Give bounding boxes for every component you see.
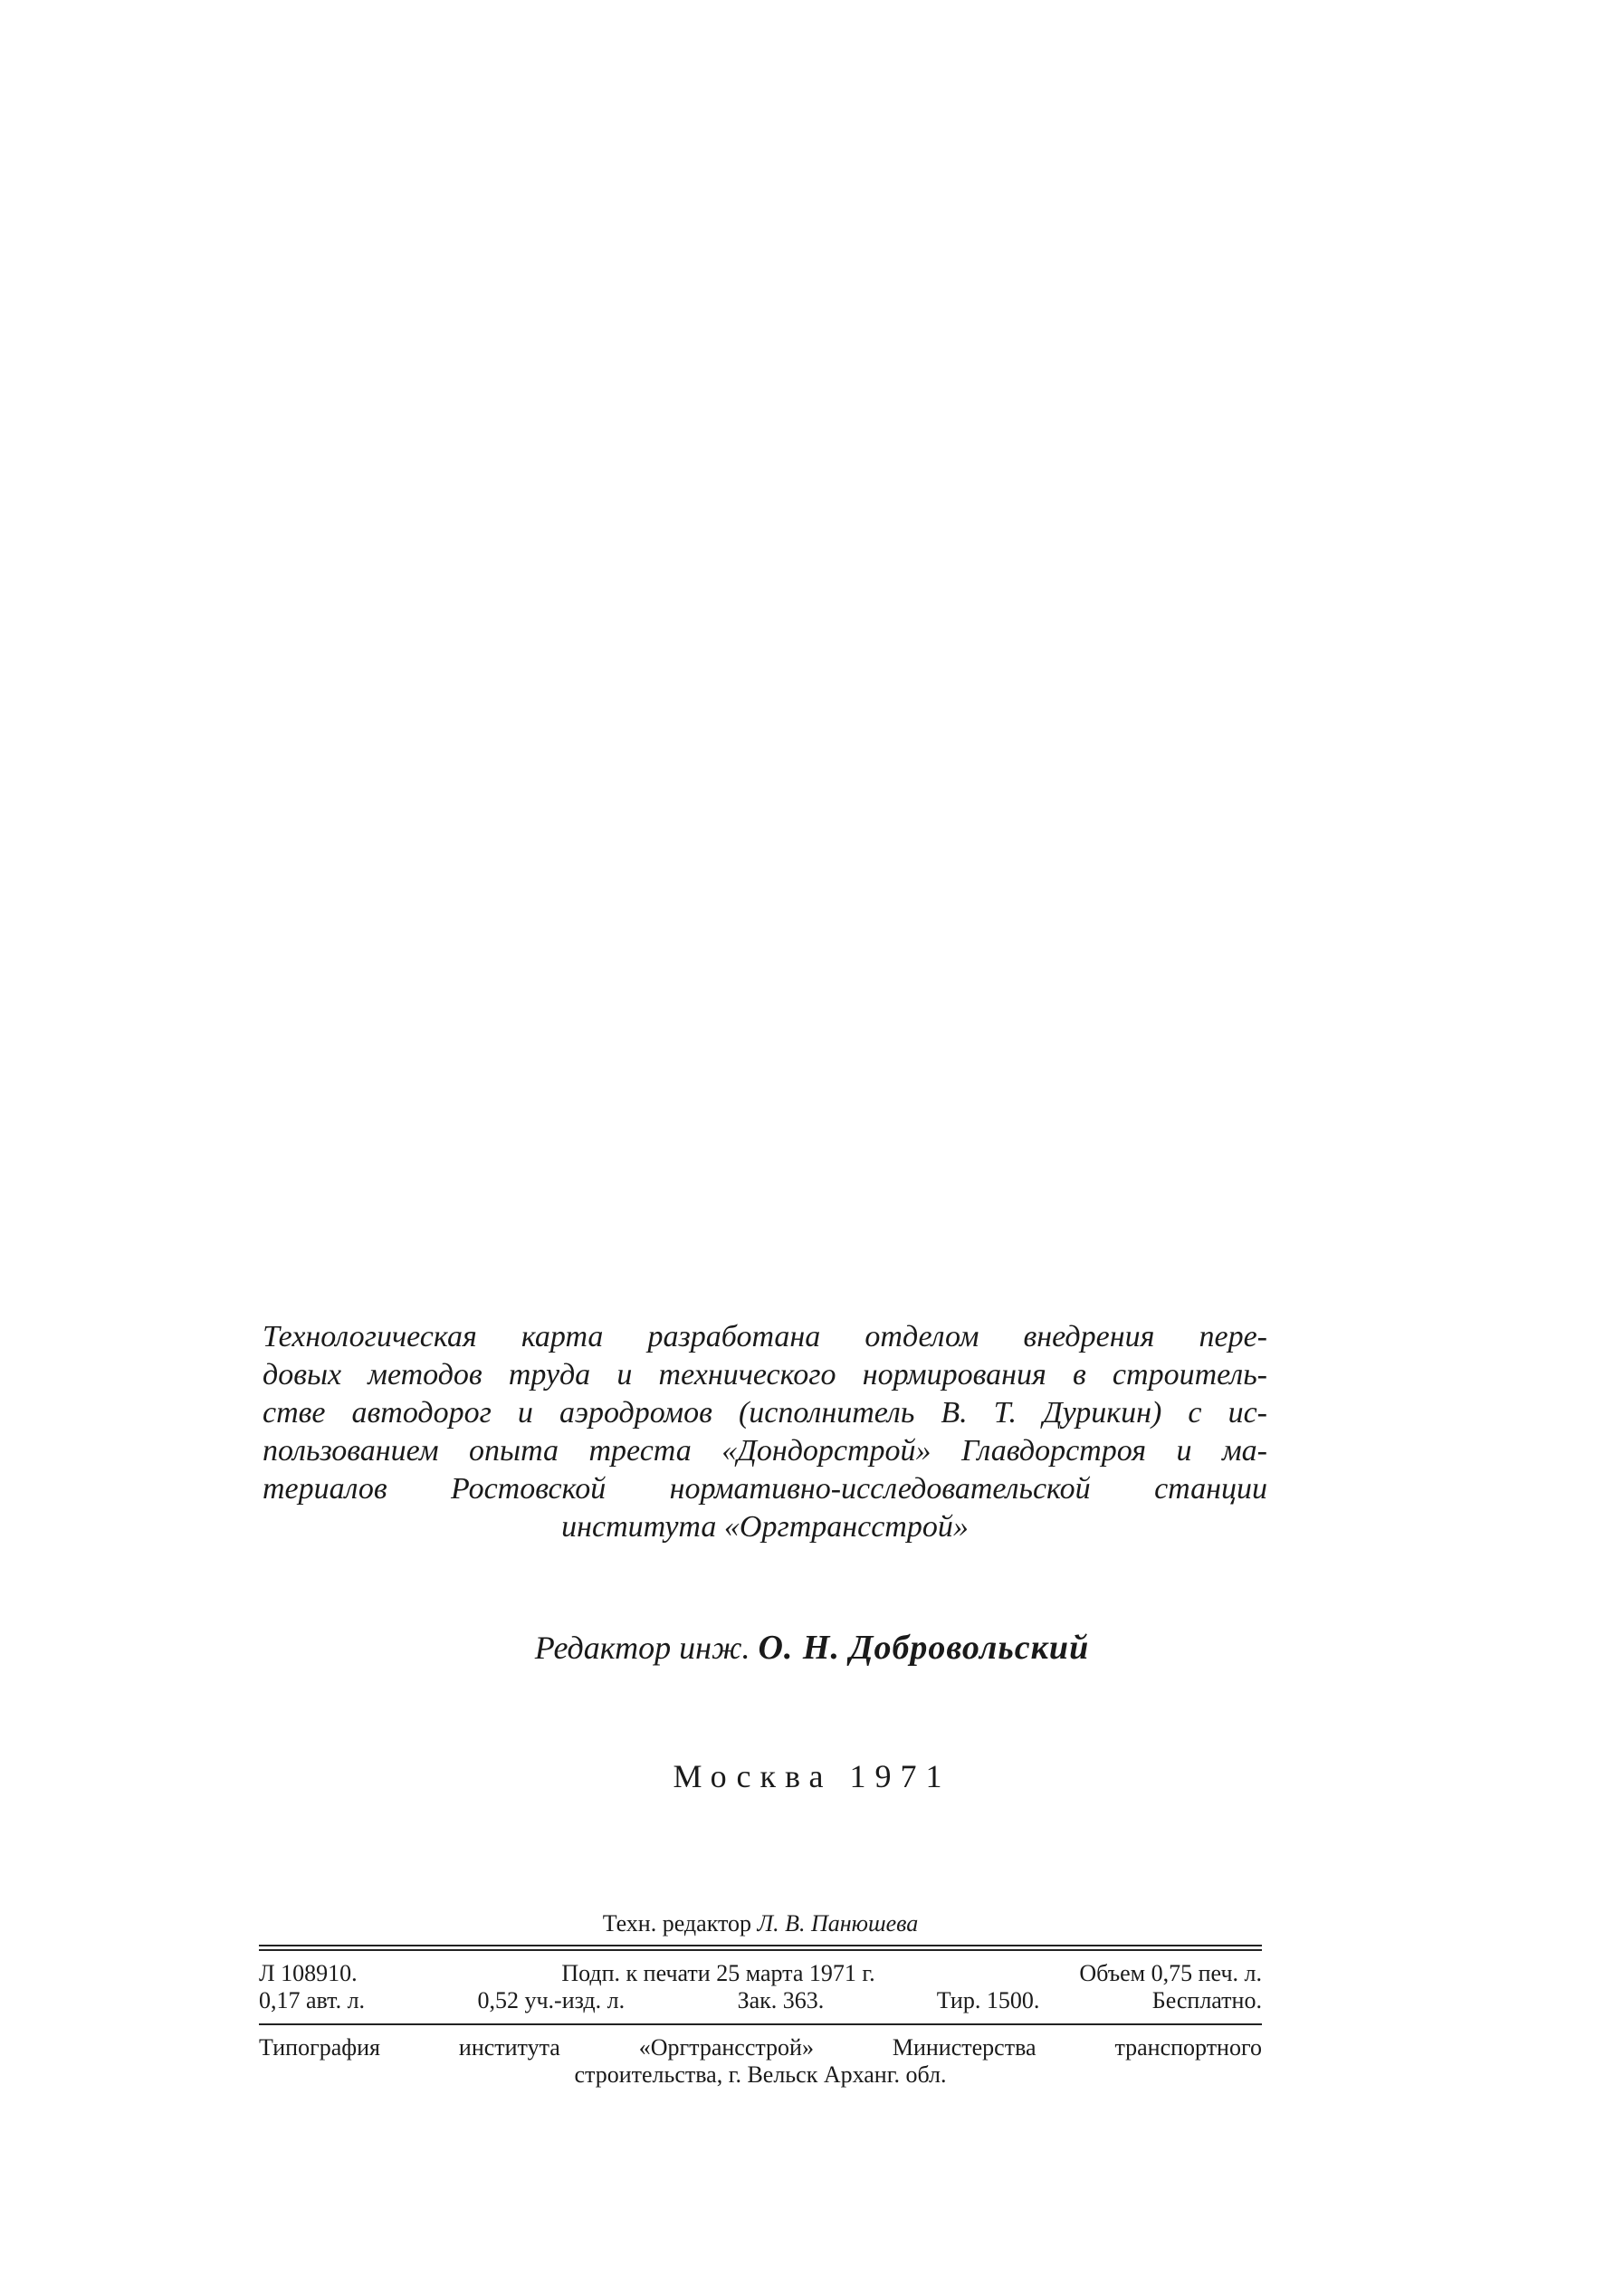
credits-line: териалов Ростовской нормативно-исследовательской станции — [263, 1472, 1267, 1506]
single-rule — [259, 2023, 1262, 2025]
license-number: Л 108910. — [259, 1960, 358, 1986]
order-number: Зак. 363. — [737, 1987, 825, 2013]
printer-info — [259, 2034, 1262, 2089]
credits-line: Технологическая карта разработана отделом внедрения пере- — [263, 1320, 1267, 1353]
price: Бесплатно. — [1151, 1987, 1262, 2013]
editor-credit — [0, 1628, 1624, 1668]
credits-line: довых методов труда и технического нормирования в строитель- — [263, 1358, 1267, 1391]
author-sheets: 0,17 авт. л. — [259, 1987, 366, 2013]
double-rule — [259, 1945, 1262, 1951]
credits-paragraph — [263, 1318, 1267, 1546]
imprint-row-2 — [259, 1987, 1262, 2014]
editor-name: О. Н. Добровольский — [758, 1629, 1090, 1667]
print-run: Тир. 1500. — [936, 1987, 1040, 2013]
volume-print-sheets: Объем 0,75 печ. л. — [1079, 1960, 1262, 1986]
tech-editor-name: Л. В. Панюшева — [757, 1910, 919, 1937]
signed-to-print: Подп. к печати 25 марта 1971 г. — [561, 1960, 875, 1986]
city-year: Москва 1971 — [673, 1758, 951, 1794]
publisher-sheets: 0,52 уч.-изд. л. — [477, 1987, 626, 2013]
imprint-block — [259, 1910, 1262, 2089]
credits-line: института «Оргтрансстрой» — [561, 1510, 969, 1544]
tech-editor — [259, 1910, 1262, 1937]
tech-editor-label: Техн. редактор — [602, 1910, 751, 1937]
printer-line: строительства, г. Вельск Арханг. обл. — [574, 2061, 947, 2088]
credits-line: пользованием опыта треста «Дондорстрой» Главдорстроя и ма- — [263, 1434, 1267, 1468]
editor-role: Редактор инж. — [534, 1630, 750, 1666]
imprint-row-1 — [259, 1960, 1262, 1987]
printer-line: Типография института «Оргтрансстрой» Министерства транспортного — [259, 2034, 1262, 2061]
credits-line: стве автодорог и аэродромов (исполнитель В. Т. Дурикин) с ис- — [263, 1396, 1267, 1430]
